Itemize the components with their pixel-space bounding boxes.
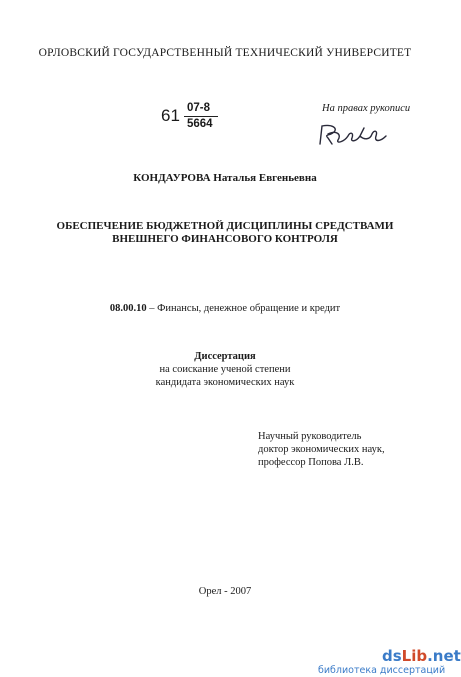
stamp-fraction-line	[184, 116, 218, 117]
stamp-code-top: 07-8	[187, 102, 211, 114]
thesis-title-line-1: ОБЕСПЕЧЕНИЕ БЮДЖЕТНОЙ ДИСЦИПЛИНЫ СРЕДСТВАМИ	[56, 220, 394, 232]
stamp-number: 61	[161, 106, 180, 125]
supervisor-name: профессор Попова Л.В.	[258, 457, 364, 468]
supervisor-label: Научный руководитель	[258, 431, 362, 442]
specialty-text: – Финансы, денежное обращение и кредит	[146, 303, 341, 314]
author-name: КОНДАУРОВА Наталья Евгеньевна	[133, 172, 317, 184]
manuscript-rights-label: На правах рукописи	[322, 103, 411, 114]
specialty-code: 08.00.10	[109, 303, 147, 314]
dissertation-heading: Диссертация	[194, 351, 256, 362]
specialty	[0, 303, 450, 314]
stamp-code-bottom: 5664	[187, 118, 213, 130]
signature-icon	[318, 118, 388, 150]
watermark-logo: dsLib.net	[382, 647, 461, 665]
university-name: ОРЛОВСКИЙ ГОСУДАРСТВЕННЫЙ ТЕХНИЧЕСКИЙ УНИВЕРСИТЕТ	[38, 47, 412, 59]
thesis-title-line-2: ВНЕШНЕГО ФИНАНСОВОГО КОНТРОЛЯ	[112, 233, 338, 245]
city-year: Орел - 2007	[198, 586, 252, 597]
watermark-subtitle: библиотека диссертаций	[318, 665, 446, 676]
supervisor-degree: доктор экономических наук,	[258, 444, 385, 455]
dissertation-field-line: кандидата экономических наук	[155, 377, 295, 388]
dissertation-degree-line: на соискание ученой степени	[159, 364, 291, 375]
